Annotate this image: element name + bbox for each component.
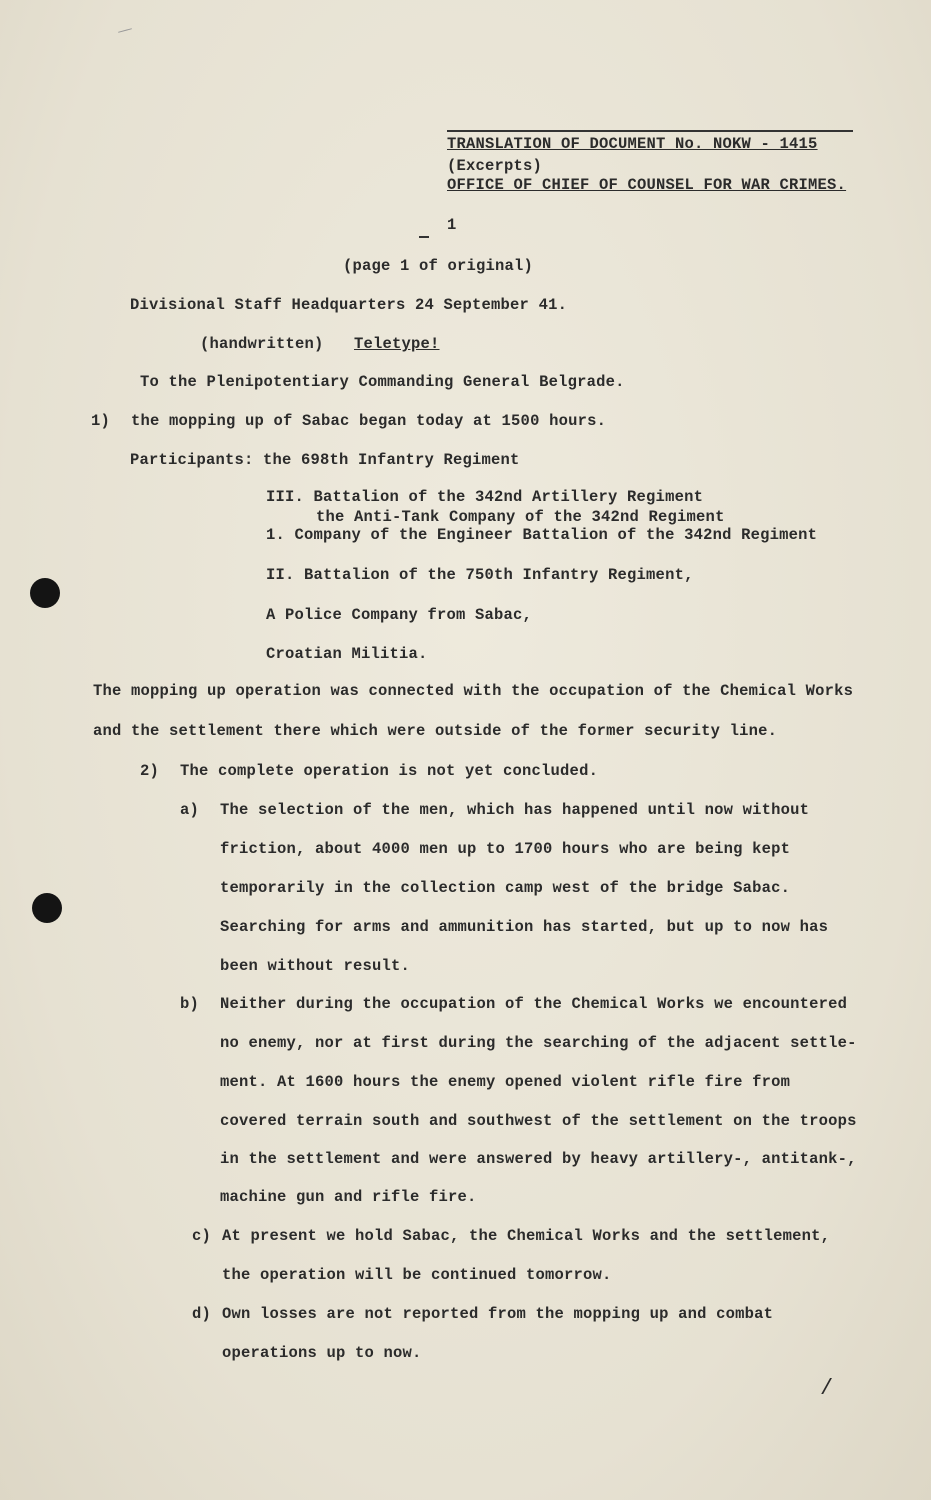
sub-a-line: temporarily in the collection camp west of the bridge Sabac.	[220, 879, 791, 897]
office-name: OFFICE OF CHIEF OF COUNSEL FOR WAR CRIMES.	[447, 176, 847, 194]
page-reference: (page 1 of original)	[343, 257, 534, 275]
sub-a-line: been without result.	[220, 957, 411, 975]
item-1-number: 1)	[91, 412, 111, 430]
participants-label: Participants: the 698th Infantry Regiment	[130, 451, 520, 469]
header-rule	[447, 130, 853, 132]
participant-line: III. Battalion of the 342nd Artillery Regiment	[266, 488, 704, 506]
paragraph-line: and the settlement there which were outside of the former security line.	[93, 722, 778, 740]
document-subtitle: (Excerpts)	[447, 157, 543, 175]
item-2-text: The complete operation is not yet concluded.	[180, 762, 599, 780]
page-number: 1	[447, 216, 457, 234]
participant-line: A Police Company from Sabac,	[266, 606, 533, 624]
item-2-number: 2)	[140, 762, 160, 780]
sub-b-line: ment. At 1600 hours the enemy opened violent rifle fire from	[220, 1073, 791, 1091]
paragraph-line: The mopping up operation was connected with the occupation of the Chemical Works	[93, 682, 854, 700]
sub-b-label: b)	[180, 995, 200, 1013]
sub-d-label: d)	[192, 1305, 212, 1323]
sub-b-line: no enemy, nor at first during the searching of the adjacent settle-	[220, 1034, 857, 1052]
sub-c-label: c)	[192, 1227, 212, 1245]
sub-a-line: The selection of the men, which has happened until now without	[220, 801, 810, 819]
participant-line: the Anti-Tank Company of the 342nd Regiment	[316, 508, 725, 526]
sub-b-line: covered terrain south and southwest of the settlement on the troops	[220, 1112, 857, 1130]
sub-b-line: Neither during the occupation of the Chemical Works we encountered	[220, 995, 848, 1013]
sender-line: Divisional Staff Headquarters 24 September 41.	[130, 296, 568, 314]
sub-a-line: Searching for arms and ammunition has started, but up to now has	[220, 918, 829, 936]
sub-a-line: friction, about 4000 men up to 1700 hours who are being kept	[220, 840, 791, 858]
participant-line: Croatian Militia.	[266, 645, 428, 663]
sub-a-label: a)	[180, 801, 200, 819]
sub-b-line: machine gun and rifle fire.	[220, 1188, 477, 1206]
sub-d-line: operations up to now.	[222, 1344, 422, 1362]
handwritten-label: (handwritten)	[200, 335, 324, 353]
sub-c-line: the operation will be continued tomorrow.	[222, 1266, 612, 1284]
sub-d-line: Own losses are not reported from the mopping up and combat	[222, 1305, 774, 1323]
margin-mark: /	[820, 1376, 834, 1401]
punch-hole	[32, 893, 62, 923]
page-number-dash	[419, 236, 429, 238]
paper-mark	[118, 28, 132, 33]
punch-hole	[30, 578, 60, 608]
participant-line: II. Battalion of the 750th Infantry Regiment,	[266, 566, 694, 584]
sub-b-line: in the settlement and were answered by heavy artillery-, antitank-,	[220, 1150, 857, 1168]
participant-line: 1. Company of the Engineer Battalion of the 342nd Regiment	[266, 526, 818, 544]
sub-c-line: At present we hold Sabac, the Chemical Works and the settlement,	[222, 1227, 831, 1245]
item-1-text: the mopping up of Sabac began today at 1500 hours.	[131, 412, 607, 430]
addressee-line: To the Plenipotentiary Commanding General Belgrade.	[140, 373, 625, 391]
document-title: TRANSLATION OF DOCUMENT No. NOKW - 1415	[447, 135, 818, 153]
teletype-label: Teletype!	[354, 335, 440, 353]
